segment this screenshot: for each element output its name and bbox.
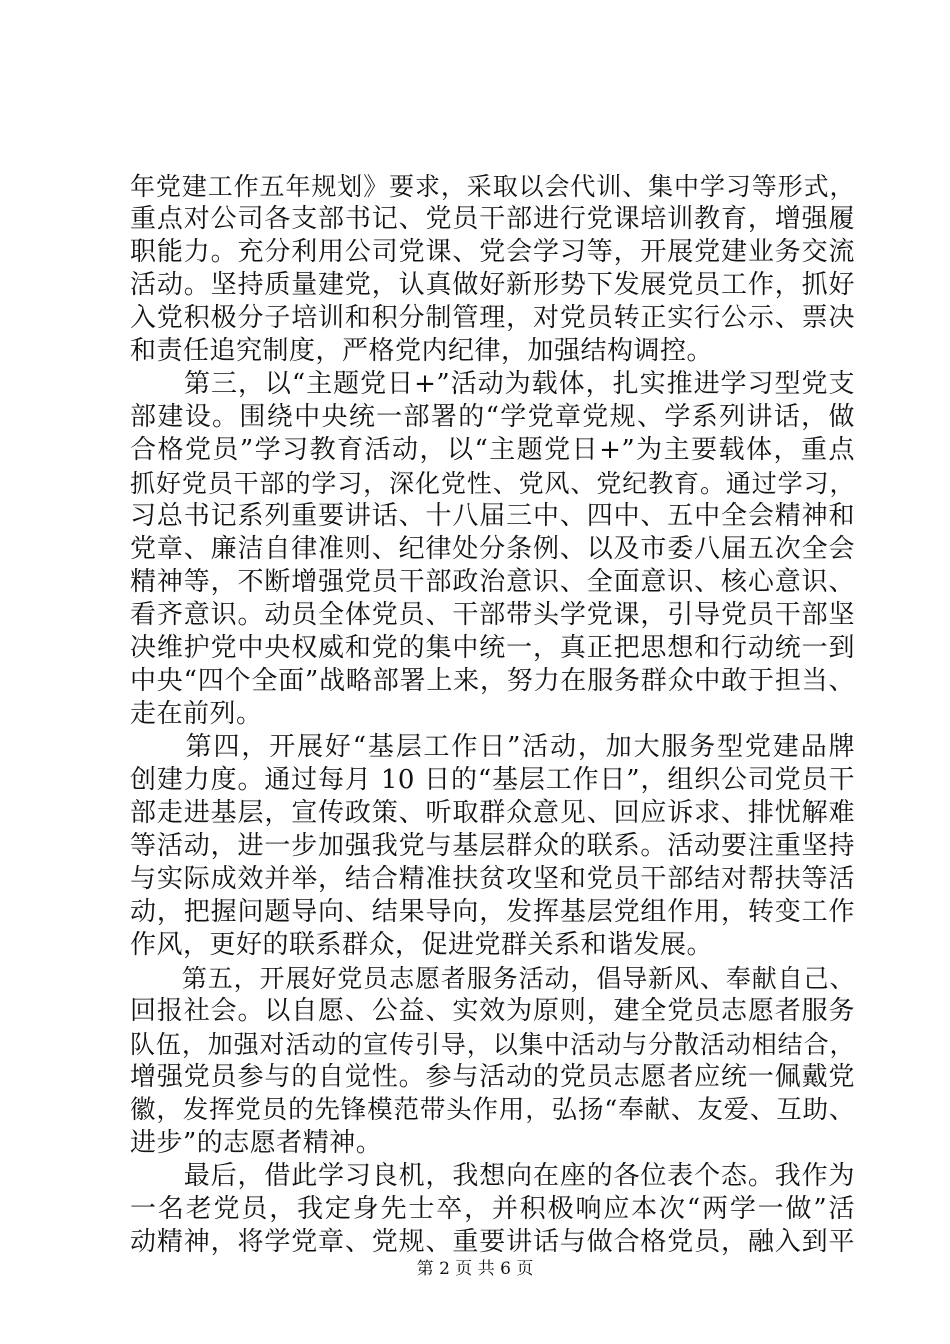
text-line: 重点对公司各支部书记、党员干部进行党课培训教育，增强履 [130,204,855,234]
text-line: 中央“四个全面”战略部署上来，努力在服务群众中敢于担当、 [130,666,855,696]
text-line: 部走进基层，宣传政策、听取群众意见、回应诉求、排忧解难 [130,798,855,828]
text-line: 作风，更好的联系群众，促进党群关系和谐发展。 [130,930,714,960]
text-line: 抓好党员干部的学习，深化党性、党风、党纪教育。通过学习， [130,469,855,498]
text-line: 党章、廉洁自律准则、纪律处分条例、以及市委八届五次全会 [130,534,855,564]
text-line: 合格党员”学习教育活动，以“主题党日+”为主要载体，重点 [130,435,855,465]
text-line: 回报社会。以自愿、公益、实效为原则，建全党员志愿者服务 [130,996,855,1026]
page-number-footer: 第 2 页 共 6 页 [416,1259,534,1279]
text-line: 徽，发挥党员的先锋模范带头作用，弘扬“奉献、友爱、互助、 [130,1095,855,1125]
text-line: 部建设。围绕中央统一部署的“学党章党规、学系列讲话，做 [130,402,855,432]
text-line: 队伍，加强对活动的宣传引导，以集中活动与分散活动相结合， [130,1030,855,1059]
text-line: 习总书记系列重要讲话、十八届三中、四中、五中全会精神和 [130,501,855,531]
text-line: 决维护党中央权威和党的集中统一，真正把思想和行动统一到 [130,633,855,663]
text-line: 第四，开展好“基层工作日”活动，加大服务型党建品牌 [130,732,855,762]
text-line: 动精神，将学党章、党规、重要讲话与做合格党员，融入到平 [130,1227,855,1257]
text-line: 和责任追究制度，严格党内纪律，加强结构调控。 [130,336,714,366]
text-line: 走在前列。 [130,699,263,729]
text-line: 一名老党员，我定身先士卒，并积极响应本次“两学一做”活 [130,1194,855,1224]
text-line: 活动。坚持质量建党，认真做好新形势下发展党员工作，抓好 [130,270,855,300]
text-line: 等活动，进一步加强我党与基层群众的联系。活动要注重坚持 [130,831,855,861]
text-line: 年党建工作五年规划》要求，采取以会代训、集中学习等形式， [130,172,855,201]
text-line: 第五，开展好党员志愿者服务活动，倡导新风、奉献自己、 [130,964,855,993]
text-line: 第三，以“主题党日+”活动为载体，扎实推进学习型党支 [130,369,855,399]
text-line: 动，把握问题导向、结果导向，发挥基层党组作用，转变工作 [130,897,855,927]
document-body [130,170,855,1259]
text-line: 职能力。充分利用公司党课、党会学习等，开展党建业务交流 [130,237,855,267]
text-line: 与实际成效并举，结合精准扶贫攻坚和党员干部结对帮扶等活 [130,864,855,894]
text-line: 入党积极分子培训和积分制管理，对党员转正实行公示、票决 [130,303,855,333]
text-line: 进步”的志愿者精神。 [130,1128,383,1158]
text-line: 增强党员参与的自觉性。参与活动的党员志愿者应统一佩戴党 [130,1062,855,1092]
text-line: 精神等，不断增强党员干部政治意识、全面意识、核心意识、 [130,567,855,597]
text-line: 最后，借此学习良机，我想向在座的各位表个态。我作为 [130,1161,855,1191]
text-line: 创建力度。通过每月 10 日的“基层工作日”，组织公司党员干 [130,765,855,795]
text-line: 看齐意识。动员全体党员、干部带头学党课，引导党员干部坚 [130,600,855,630]
